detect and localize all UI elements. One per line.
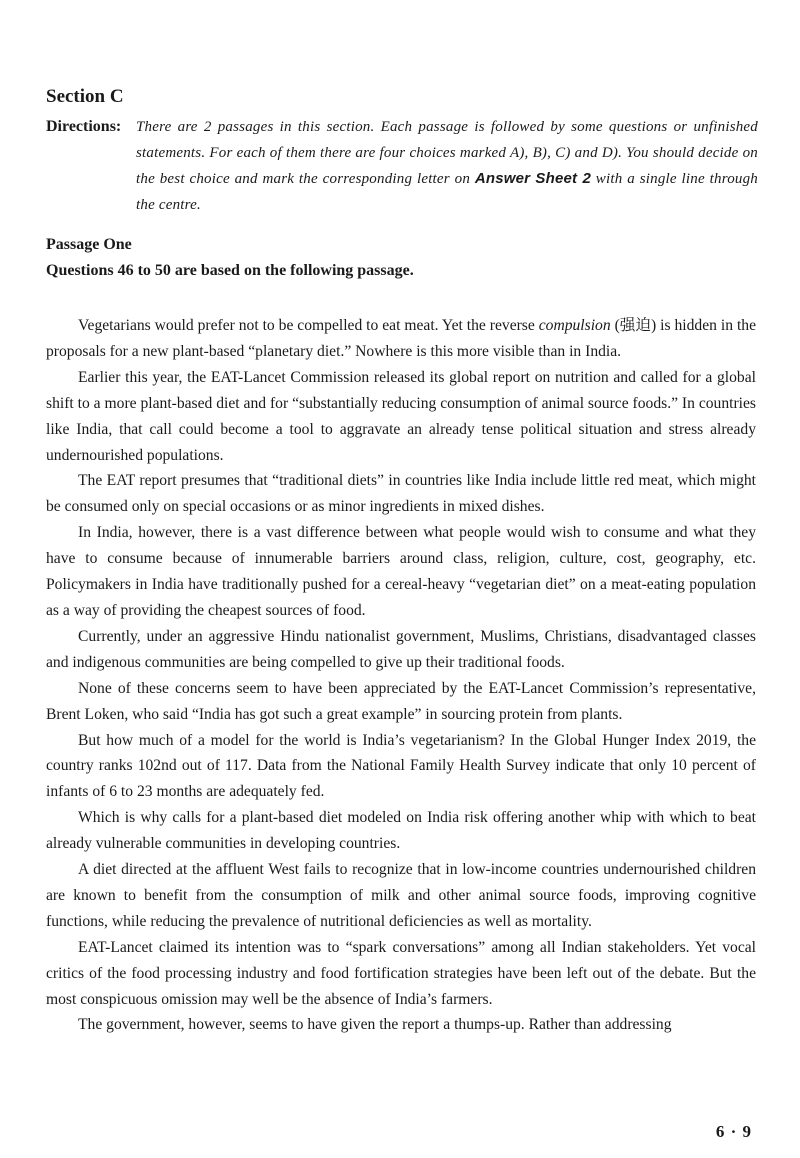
passage-subtitle: Questions 46 to 50 are based on the following passage. [46, 262, 414, 279]
passage-title: Passage One [46, 236, 132, 253]
passage-paragraph: Earlier this year, the EAT-Lancet Commission released its global report on nutrition and called for a global shift to a more plant-based diet and for “substantially reducing consumption of animal source foods.” In countries like India, that call could become a tool to aggravate an already tense political situation and stress already undernourished populations. [46, 368, 756, 464]
passage-paragraph: EAT-Lancet claimed its intention was to “spark conversations” among all Indian stakeholders. Yet vocal critics of the food processing industry and food fortification strategies have been left out of the debate. But the most conspicuous omission may well be the absence of India’s farmers. [46, 938, 756, 1008]
directions-block [46, 114, 758, 218]
passage-paragraph: The EAT report presumes that “traditional diets” in countries like India include little red meat, which might be consumed only on special occasions or as minor ingredients in mixed dishes. [46, 472, 756, 516]
directions-text [136, 114, 758, 218]
passage-body [46, 313, 756, 1038]
section-title: Section C [46, 86, 124, 107]
directions-label: Directions: [46, 118, 122, 135]
passage-paragraph: In India, however, there is a vast difference between what people would wish to consume and what they have to consume because of innumerable barriers around class, religion, culture, cost, geography, etc. Policymakers in India have traditionally pushed for a cereal-heavy “vegetarian diet” on a meat-eating population as a way of providing the cheapest sources of food. [46, 524, 756, 619]
directions-text-part-2: with a single line through the centre. [136, 171, 758, 213]
page-number: 6 · 9 [715, 1122, 752, 1141]
passage-paragraph: A diet directed at the affluent West fails to recognize that in low-income countries undernourished children are known to benefit from the consumption of milk and other animal source foods, improving cognitive functions, while reducing the prevalence of nutritional deficiencies as well as mortality. [46, 861, 756, 930]
passage-paragraph: The government, however, seems to have given the report a thumps-up. Rather than addressing [78, 1016, 672, 1034]
vocab-term: compulsion [538, 317, 611, 334]
passage-paragraph: Which is why calls for a plant-based diet modeled on India risk offering another whip with which to beat already vulnerable communities in developing countries. [46, 809, 756, 853]
paragraph-text: (强迫) is hidden in the proposals for a new plant-based “planetary diet.” Nowhere is this more visible than in India. [46, 317, 756, 360]
passage-paragraph: Currently, under an aggressive Hindu nationalist government, Muslims, Christians, disadvantaged classes and indigenous communities are being compelled to give up their traditional foods. [46, 627, 756, 671]
passage-paragraph: But how much of a model for the world is India’s vegetarianism? In the Global Hunger Index 2019, the country ranks 102nd out of 117. Data from the National Family Health Survey indicate that only 10 percent of infants of 6 to 23 months are adequately fed. [46, 731, 756, 801]
paragraph-text: Vegetarians would prefer not to be compelled to eat meat. Yet the reverse [78, 317, 539, 334]
directions-text-part-1: There are 2 passages in this section. Each passage is followed by some questions or unfinished statements. For each of them there are four choices marked A), B), C) and D). You should decide on the best choice and mark the corresponding letter on [136, 119, 758, 187]
passage-paragraph: None of these concerns seem to have been appreciated by the EAT-Lancet Commission’s representative, Brent Loken, who said “India has got such a great example” in sourcing protein from plants. [46, 679, 756, 723]
answer-sheet-label: Answer Sheet 2 [474, 170, 592, 187]
passage-paragraph [46, 313, 756, 365]
